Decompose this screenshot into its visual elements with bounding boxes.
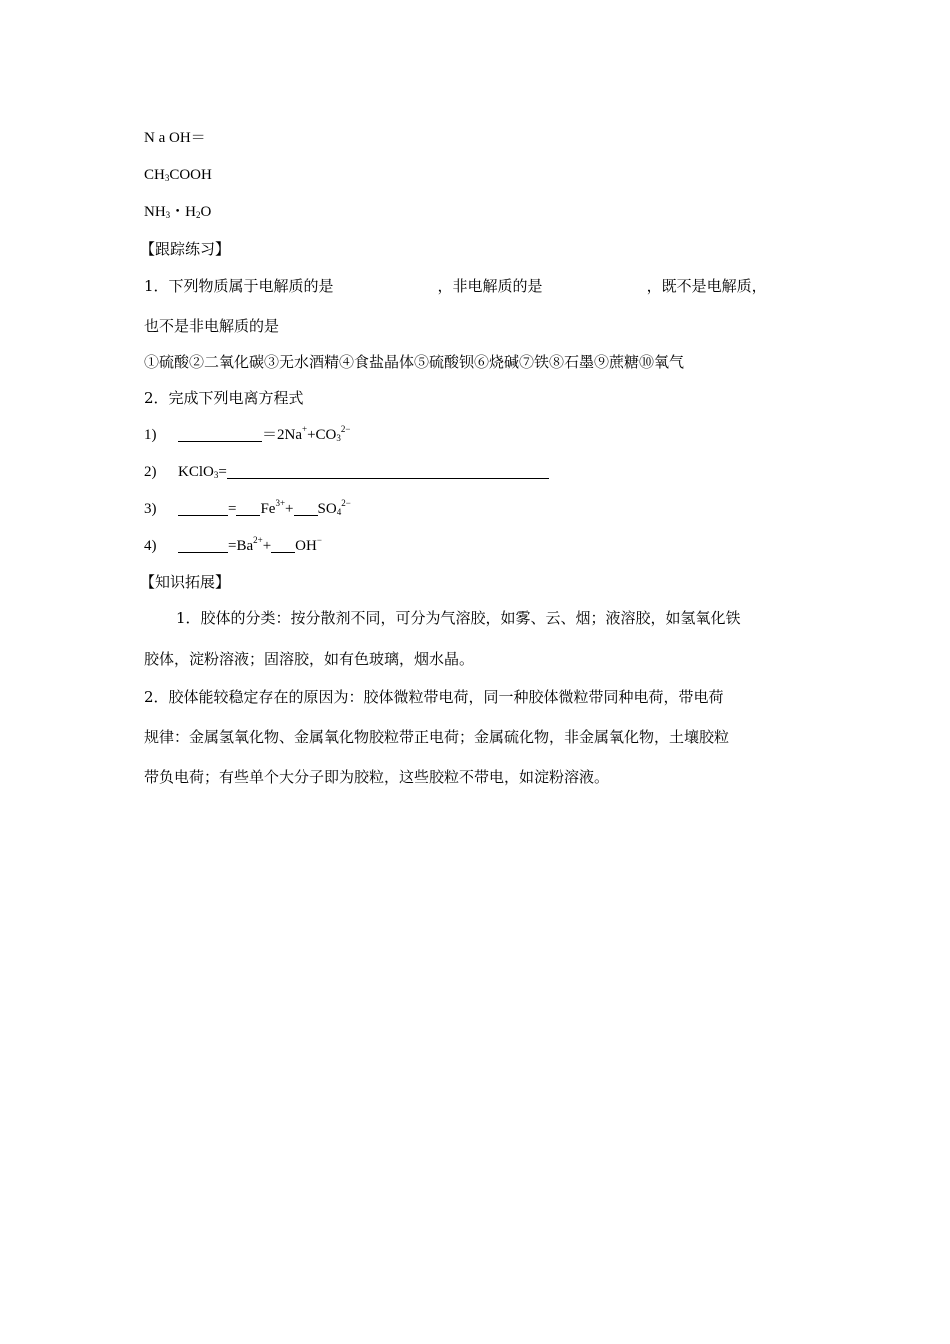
charge-sup: − <box>316 535 322 545</box>
ch3cooh-part-c: COOH <box>169 167 212 183</box>
question-1-options: ①硫酸②二氧化碳③无水酒精④食盐晶体⑤硫酸钡⑥烧碱⑦铁⑧石墨⑨蔗糖⑩氧气 <box>144 353 685 371</box>
item-number: 3) <box>144 501 157 517</box>
knowledge-p2-line3: 带负电荷；有些单个大分子即为胶粒，这些胶粒不带电，如淀粉溶液。 <box>144 768 610 786</box>
charge-sup: 2− <box>340 424 351 434</box>
knowledge-heading: 【知识拓展】 <box>140 573 231 591</box>
ion-text: Fe <box>260 501 276 517</box>
subscript: 3 <box>213 470 219 480</box>
charge-sup: 2+ <box>253 535 263 545</box>
nh3-formula <box>144 202 211 222</box>
equals-sign: = <box>228 501 237 517</box>
naoh-text: N a OH＝ <box>144 130 206 146</box>
answer-blank[interactable] <box>178 538 228 553</box>
equation-item-2 <box>144 462 549 482</box>
question-1 <box>144 276 767 296</box>
answer-blank[interactable] <box>178 501 228 516</box>
ch3cooh-formula <box>144 165 212 185</box>
coefficient-blank[interactable] <box>271 538 295 553</box>
charge-sup: + <box>302 424 308 434</box>
q1-part3: ，既不是电解质， <box>646 277 767 295</box>
plus-sign: + <box>285 501 294 517</box>
item-number: 4) <box>144 538 157 554</box>
equation-item-4 <box>144 536 322 556</box>
coefficient-blank[interactable] <box>236 501 260 516</box>
nh3-part-c: ・H <box>170 204 197 220</box>
q1-part1: 1．下列物质属于电解质的是 <box>144 277 334 295</box>
naoh-equation <box>144 128 206 148</box>
ch3cooh-part-a: CH <box>144 167 165 183</box>
equation-text: +CO <box>307 427 337 443</box>
equation-text: =Ba <box>228 538 254 554</box>
subscript: 3 <box>336 433 341 443</box>
practice-heading: 【跟踪练习】 <box>140 240 231 258</box>
nh3-part-a: NH <box>144 204 166 220</box>
question-2-title: 2．完成下列电离方程式 <box>144 389 304 407</box>
charge-sup: 3+ <box>275 498 286 508</box>
ion-text: OH <box>295 538 317 554</box>
answer-blank[interactable] <box>178 427 262 442</box>
item-number: 2) <box>144 464 157 480</box>
equals-sign: = <box>218 464 227 480</box>
equation-item-3 <box>144 499 351 519</box>
answer-blank[interactable] <box>227 464 549 479</box>
equation-text: KClO <box>178 464 214 480</box>
knowledge-p1-line2: 胶体，淀粉溶液；固溶胶，如有色玻璃，烟水晶。 <box>144 650 475 668</box>
nh3-sub: 3 <box>165 210 171 220</box>
knowledge-p2-line1: 2．胶体能较稳定存在的原因为：胶体微粒带电荷，同一种胶体微粒带同种电荷，带电荷 <box>144 688 724 706</box>
ion-text: SO <box>317 501 337 517</box>
equation-text: ＝2Na <box>262 427 302 443</box>
charge-sup: 2− <box>341 498 351 508</box>
item-number: 1) <box>144 427 157 443</box>
subscript: 4 <box>336 507 342 517</box>
q1-part2: ，非电解质的是 <box>437 277 543 295</box>
knowledge-p1-line1: 1．胶体的分类：按分散剂不同，可分为气溶胶，如雾、云、烟；液溶胶，如氢氧化铁 <box>176 609 741 627</box>
nh3-part-e: O <box>200 204 212 220</box>
coefficient-blank[interactable] <box>294 501 318 516</box>
equation-item-1 <box>144 425 350 445</box>
knowledge-p2-line2: 规律：金属氢氧化物、金属氧化物胶粒带正电荷；金属硫化物，非金属氧化物，土壤胶粒 <box>144 728 730 746</box>
question-1-line2: 也不是非电解质的是 <box>144 317 280 335</box>
h2o-sub: 2 <box>196 210 201 220</box>
ch3cooh-sub: 3 <box>164 173 170 183</box>
plus-sign: + <box>262 538 272 554</box>
